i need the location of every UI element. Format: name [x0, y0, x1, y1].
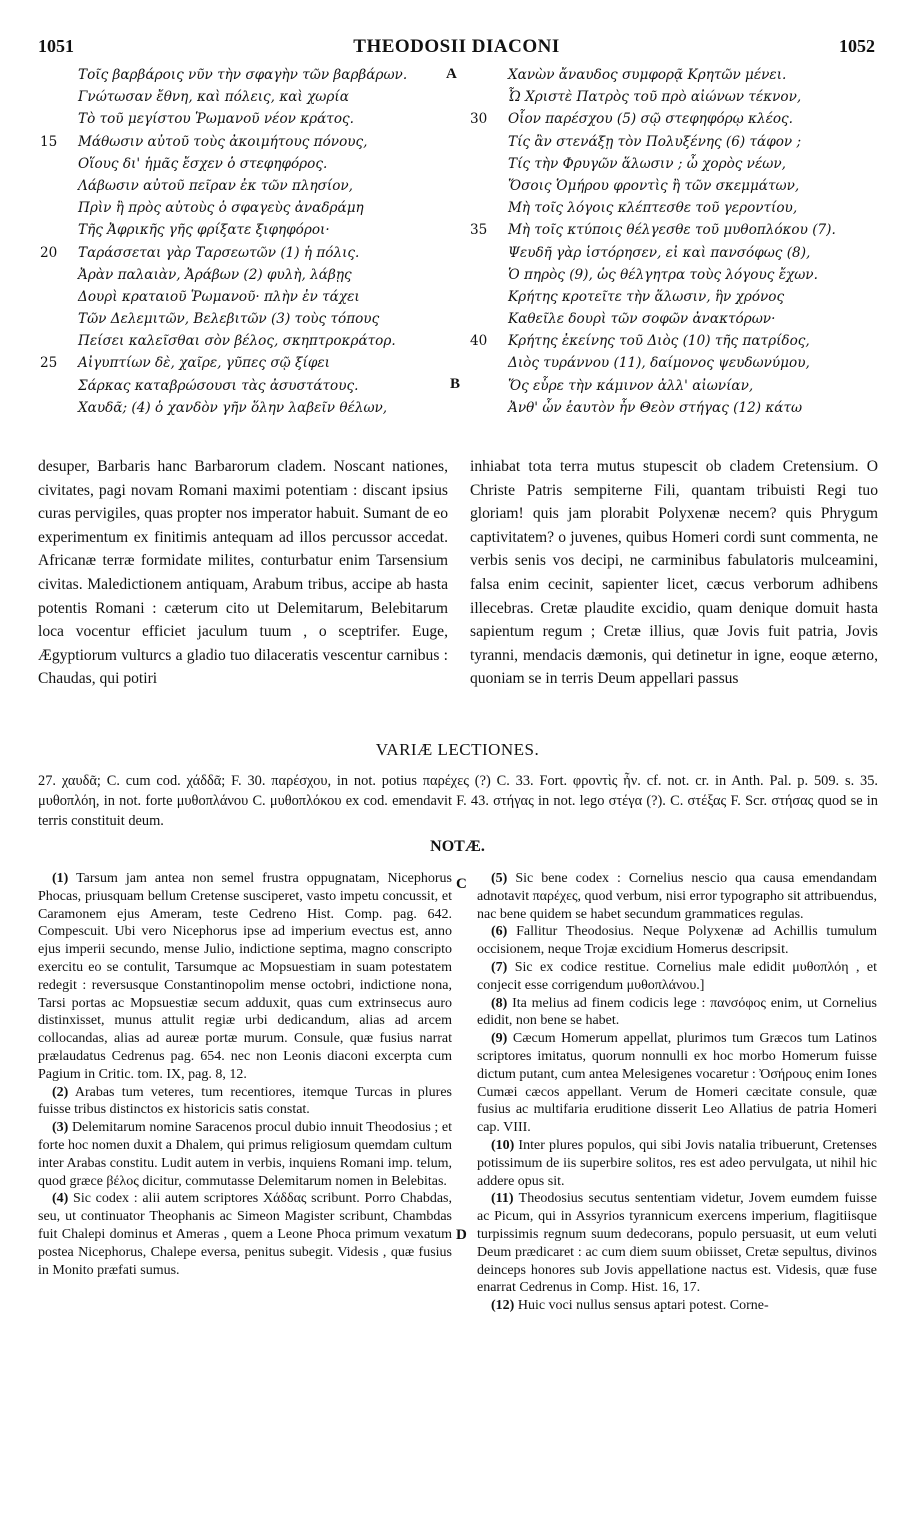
verse-line: [40, 352, 458, 374]
footnote-text: Arabas tum veteres, tum recentiores, itemque Turcas in plures fuisse tribus distinctos ex historicis satis constat.: [38, 1084, 452, 1118]
notae-heading: NOTÆ.: [430, 838, 485, 855]
verse-line: [40, 64, 458, 86]
margin-marker-a: A: [446, 66, 457, 82]
verse-line: [40, 108, 458, 130]
verse-line: [40, 397, 458, 419]
footnote: [477, 1030, 877, 1137]
verse-line: [40, 131, 458, 153]
verse-line: [40, 330, 458, 352]
verse-line: [470, 352, 875, 374]
verse-number: 25: [40, 355, 58, 372]
verse-number: 40: [470, 333, 488, 350]
verse-text: Ἀρὰν παλαιὰν, Ἀράβων (2) φυλὴ, λάβῃς: [78, 266, 352, 283]
footnote-number: (12): [491, 1298, 515, 1314]
verse-line: [40, 264, 458, 286]
footnote: [477, 959, 877, 995]
footnote: [477, 870, 877, 923]
verse-number: 35: [470, 222, 488, 239]
verse-line: [470, 108, 875, 130]
verse-text: Τίς ἂν στενάξῃ τὸν Πολυξένης (6) τάφον ;: [508, 133, 802, 150]
footnote: [38, 870, 452, 1084]
verse-text: Πείσει καλεῖσθαι σὸν βέλος, σκηπτροκράτορ.: [78, 333, 396, 350]
verse-line: [470, 219, 875, 241]
verse-text: Οἷον παρέσχου (5) σῷ στεφηφόρῳ κλέος.: [508, 111, 793, 128]
footnote: [477, 995, 877, 1031]
footnote-text: Huic voci nullus sensus aptari potest. Corne-: [517, 1298, 769, 1314]
footnote-number: (5): [491, 871, 508, 886]
verse-text: Μὴ τοῖς λόγοις κλέπτεσθε τοῦ γεροντίου,: [508, 200, 798, 217]
verse-line: [40, 242, 458, 264]
footnote: [477, 1297, 877, 1315]
verse-line: [470, 264, 875, 286]
footnote-number: (8): [491, 995, 508, 1011]
verse-text: Τῶν Δελεμιτῶν, Βελεβιτῶν (3) τοὺς τόπους: [78, 311, 380, 328]
footnote: [38, 1190, 452, 1279]
verse-text: Χαυδᾶ; (4) ὁ χανδὸν γῆν ὅλην λαβεῖν θέλων,: [78, 399, 388, 416]
footnote-number: (2): [52, 1084, 69, 1100]
verse-line: [40, 197, 458, 219]
verse-line: [470, 86, 875, 108]
verse-line: [40, 153, 458, 175]
footnote-text: Sic bene codex : Cornelius nescio qua causa emendandam adnotavit παρέχες, quod verbum, nisi error typographo sit attribuendus, nac bene quidem se habet secundum grammatices regulas.: [477, 871, 878, 922]
verse-line: [470, 308, 875, 330]
verse-text: Αἰγυπτίων δὲ, χαῖρε, γῦπες σῷ ξίφει: [78, 355, 330, 372]
footnote-number: (6): [491, 924, 508, 940]
verse-line: [470, 197, 875, 219]
footnote-number: (11): [491, 1191, 514, 1207]
verse-text: Ὅς εὗρε τὴν κάμινον ἀλλ' αἰωνίαν,: [508, 377, 754, 394]
verse-line: [470, 330, 875, 352]
verse-text: Τίς τὴν Φρυγῶν ἅλωσιν ; ὦ χορὸς νέων,: [508, 155, 786, 172]
verse-text: Κρήτης κροτεῖτε τὴν ἅλωσιν, ἣν χρόνος: [508, 288, 785, 305]
running-header: [38, 36, 875, 62]
verse-line: [40, 375, 461, 397]
margin-marker-c: C: [456, 876, 467, 892]
verse-line: [470, 131, 875, 153]
verse-text: Γνώτωσαν ἔθνη, καὶ πόλεις, καὶ χωρία: [78, 89, 349, 106]
verse-line: [470, 242, 875, 264]
footnote-text: Cæcum Homerum appellat, plurimos tum Græcos tum Latinos scriptores imitatus, quorum nonnulli ex hoc morbo Homerum fuisse dictum putant, cum antea Melesigenes vocaretur : Ὀσήρους enim Iones Cumæi cæcos appellant. Verum de Homeri cæcitate consule, quæ fusius ac multifaria eruditione disserit Leo Allatius de patria Homeri cap. VIII.: [477, 1031, 877, 1136]
verse-line: [470, 153, 875, 175]
margin-marker-b: B: [450, 376, 461, 392]
variae-lectiones-text: 27. χαυδᾶ; C. cum cod. χάδδᾶ; F. 30. παρέσχου, in not. potius παρέχες (?) C. 33. Fort. φροντὶς ἦν. cf. not. cr. in Anth. Pal. p. 509. s. 35. μυθοπλόη, in not. forte μυθοπλάνου C. μυθοπλόκου ex cod. emendavit F. 43. στήγας in not. lego στέγα (?). C. στέξας F. Scr. στήσας quod se in terris constituit deum.: [38, 773, 878, 829]
footnote-text: Ita melius ad finem codicis lege : πανσόφος enim, ut Cornelius edidit, non bene se habet.: [477, 995, 878, 1029]
verse-line: [40, 86, 458, 108]
verse-text: Λάβωσιν αὐτοῦ πεῖραν ἐκ τῶν πλησίον,: [78, 177, 353, 194]
page-number-left: 1051: [38, 36, 74, 56]
verse-text: Δουρὶ κραταιοῦ Ῥωμανοῦ· πλὴν ἐν τάχει: [78, 288, 360, 305]
footnote-text: Sic ex codice restitue. Cornelius male edidit μυθοπλόη , et conjecit esse corrigendum μυθοπλάνου.]: [477, 959, 877, 993]
notes-right-column: [477, 870, 877, 1315]
footnote: [477, 923, 877, 959]
footnote-number: (7): [491, 959, 508, 975]
footnote-text: Delemitarum nomine Saracenos procul dubio innuit Theodosius ; et forte hoc nomen duxit a Dhalem, qui primus religiosum quemdam cultum inter Arabas constitu. Ludit autem in verbis, inquiens Romani imp. telum, quod græce βέλος dicitur, commutasse Delemitarum nomen in Belebitas.: [38, 1120, 452, 1189]
verse-line: [40, 219, 458, 241]
footnote-text: Sic codex : alii autem scriptores Χάδδας scribunt. Porro Chabdas, seu, ut continuator Theophanis ac Simeon Magister scribunt, Chambdas fuit Chalepi dominus et Ameras , quem a Leone Phoca primum vexatum postea Nicephorus, Chalepe eversa, penitus subegit. Videsis , quæ fusius in Monito præfati sumus.: [38, 1191, 453, 1278]
verse-text: Ἀνθ' ὧν ἑαυτὸν ἦν Θεὸν στήγας (12) κάτω: [508, 399, 803, 416]
verse-text: Πρὶν ἢ πρὸς αὐτοὺς ὁ σφαγεὺς ἀναδράμη: [78, 200, 364, 217]
verse-text: Ὦ Χριστὲ Πατρὸς τοῦ πρὸ αἰώνων τέκνον,: [508, 89, 802, 106]
greek-verse-left-column: [40, 64, 461, 419]
verse-line: [470, 286, 875, 308]
verse-line: [470, 397, 875, 419]
verse-text: Τῆς Ἀφρικῆς γῆς φρίξατε ξιφηφόροι·: [78, 222, 330, 239]
verse-text: Ὅσοις Ὁμήρου φροντὶς ἢ τῶν σκεμμάτων,: [508, 177, 800, 194]
verse-text: Διὸς τυράννου (11), δαίμονος ψευδωνύμου,: [508, 355, 810, 372]
verse-text: Χανὼν ἄναυδος συμφορᾷ Κρητῶν μένει.: [508, 67, 787, 83]
verse-text: Οἵους δι' ἡμᾶς ἔσχεν ὁ στεφηφόρος.: [78, 155, 328, 172]
greek-verse-right-column: [470, 64, 875, 419]
notes-left-column: [38, 870, 452, 1279]
verse-text: Κρήτης ἐκείνης τοῦ Διὸς (10) τῆς πατρίδος,: [508, 333, 810, 350]
running-title: THEODOSII DIACONI: [353, 36, 560, 57]
footnote-text: Fallitur Theodosius. Neque Polyxenæ ad Achillis tumulum occisionem, neque Trojæ excidium Homerus descripsit.: [477, 924, 877, 958]
verse-text: Καθεῖλε δουρὶ τῶν σοφῶν ἀνακτόρων·: [508, 311, 776, 328]
verse-text: Μὴ τοῖς κτύποις θέλγεσθε τοῦ μυθοπλόκου (7).: [508, 222, 836, 239]
footnote-text: Tarsum jam antea non semel frustra oppugnatam, Nicephorus Phocas, priusquam bellum Cretense susciperet, vasto impetu concussit, et Caramonem ejus Ameram, teste Cedreno Hist. Comp. pag. 642. Compescuit. Ubi vero Nicephorus ipse ad imperium evectus est, anno ejus imperii secundo, mense Julio, indictione septima, magno conscripto exercitu eo se contulit, Tarsumque ac Mopsuestiam in suam potestatem redegit : reversusque Constantinopolim mense octobri, indictione nona, Tarsi portas ac Mopsuestiæ secum adduxit, quas cum extrinsecus auro distinxisset, munus attulit regiæ urbi dedicandum, alias ad arcem collocandas, alias ad aureæ portæ murum. Consule, quæ fusius narrat prælaudatus Cedrenus pag. 654. nec non Leonis diaconi excerpta cum Pagium in Critic. tom. IX, pag. 8, 12.: [38, 871, 452, 1082]
verse-line: [470, 375, 875, 397]
verse-text: Ψευδῆ γὰρ ἱστόρησεν, εἰ καὶ πανσόφως (8),: [508, 244, 811, 261]
footnote: [38, 1119, 452, 1190]
latin-translation-left: desuper, Barbaris hanc Barbarorum cladem. Noscant nationes, civitates, pagi novam Romani maximi potentiam : discant ipsius curas pervigiles, quas propter nos imperator habuit. Sumant de eo experimentum ex finitimis antequam ad illos percussor accedat. Africanæ terræ formidate milites, conturbatur enim Tarsensium civitas. Maledictionem antiquam, Arabum tribus, accipe ab hasta potentis Romani : cæterum cito ut Delemitarum, Belebitarum loca vocentur efficiet jaculum tuum , o sceptrifer. Euge, Ægyptiorum vulturcs a gladio tuo dilaceratis vescentur carnibus : Chaudas, qui potiri: [38, 458, 448, 688]
margin-marker-d: D: [456, 1227, 467, 1243]
footnote-text: Theodosius secutus sententiam videtur, Jovem eumdem fuisse ac Picum, qui in Assyrios tyrannicum exercens imperium, flagitiisque turpissimis regnum suum dedecorans, populo persuasit, ut eum veluti Deum prædicaret : ac cum diem suum obiisset, Cretæ sepultus, divinos deinceps honores sub Jovis appellatione nactus est. Videsis, quæ fuse enarrat Cedrenus in Comp. Hist. 16, 17.: [477, 1191, 877, 1296]
verse-line: [40, 175, 458, 197]
verse-number: 30: [470, 111, 488, 128]
footnote: [477, 1190, 877, 1297]
footnote-text: Inter plures populos, qui sibi Jovis natalia tribuerunt, Cretenses potissimum de iis superbire solitos, res est adeo pervulgata, ut nihil hic addere opus sit.: [477, 1137, 877, 1189]
footnote-number: (10): [491, 1137, 515, 1153]
verse-text: Ὁ πηρὸς (9), ὡς θέλγητρα τοὺς λόγους ἔχων.: [508, 266, 818, 283]
footnote: [477, 1137, 877, 1190]
verse-line: [40, 286, 458, 308]
verse-text: Μάθωσιν αὐτοῦ τοὺς ἀκοιμήτους πόνους,: [78, 133, 368, 150]
latin-translation-right: inhiabat tota terra mutus stupescit ob cladem Cretensium. O Christe Patris sempiterne Fili, quantam tribuisti Regi tuo gloriam! quis jam plorabit Polyxenæ necem? quis Phrygum captivitatem? o juvenes, quibus Homeri cordi sunt commenta, ne verbis senis vos decipi, ne carminibus fabulatoris mulceamini, falsa enim cecinit, sapienter licet, cæcus verborum adhibens illecebras. Cretæ plaudite excidio, quam denique domuit hasta sapientum regum ; Cretæ illius, quæ Jovis fuit patria, Jovis tyranni, mendacis dæmonis, qui detinetur in igne, eoque æterno, quoniam se in terris Deum appellari passus: [470, 458, 878, 688]
footnote-number: (4): [52, 1191, 69, 1207]
verse-line: [40, 308, 458, 330]
verse-text: Τὸ τοῦ μεγίστου Ῥωμανοῦ νέον κράτος.: [78, 111, 354, 128]
verse-line: [470, 64, 875, 86]
verse-text: Σάρκας καταβρώσουσι τὰς ἀσυστάτους.: [78, 377, 359, 394]
verse-number: 15: [40, 133, 58, 150]
footnote-number: (1): [52, 871, 69, 886]
verse-text: Ταράσσεται γὰρ Ταρσεωτῶν (1) ἡ πόλις.: [78, 244, 360, 261]
footnote-number: (3): [52, 1120, 69, 1136]
footnote: [38, 1084, 452, 1120]
verse-line: [470, 175, 875, 197]
verse-text: Τοῖς βαρβάροις νῦν τὴν σφαγὴν τῶν βαρβάρων.: [78, 67, 408, 83]
variae-lectiones-heading: VARIÆ LECTIONES.: [375, 740, 540, 759]
verse-number: 20: [40, 244, 58, 261]
page-number-right: 1052: [839, 36, 875, 56]
footnote-number: (9): [491, 1031, 508, 1047]
